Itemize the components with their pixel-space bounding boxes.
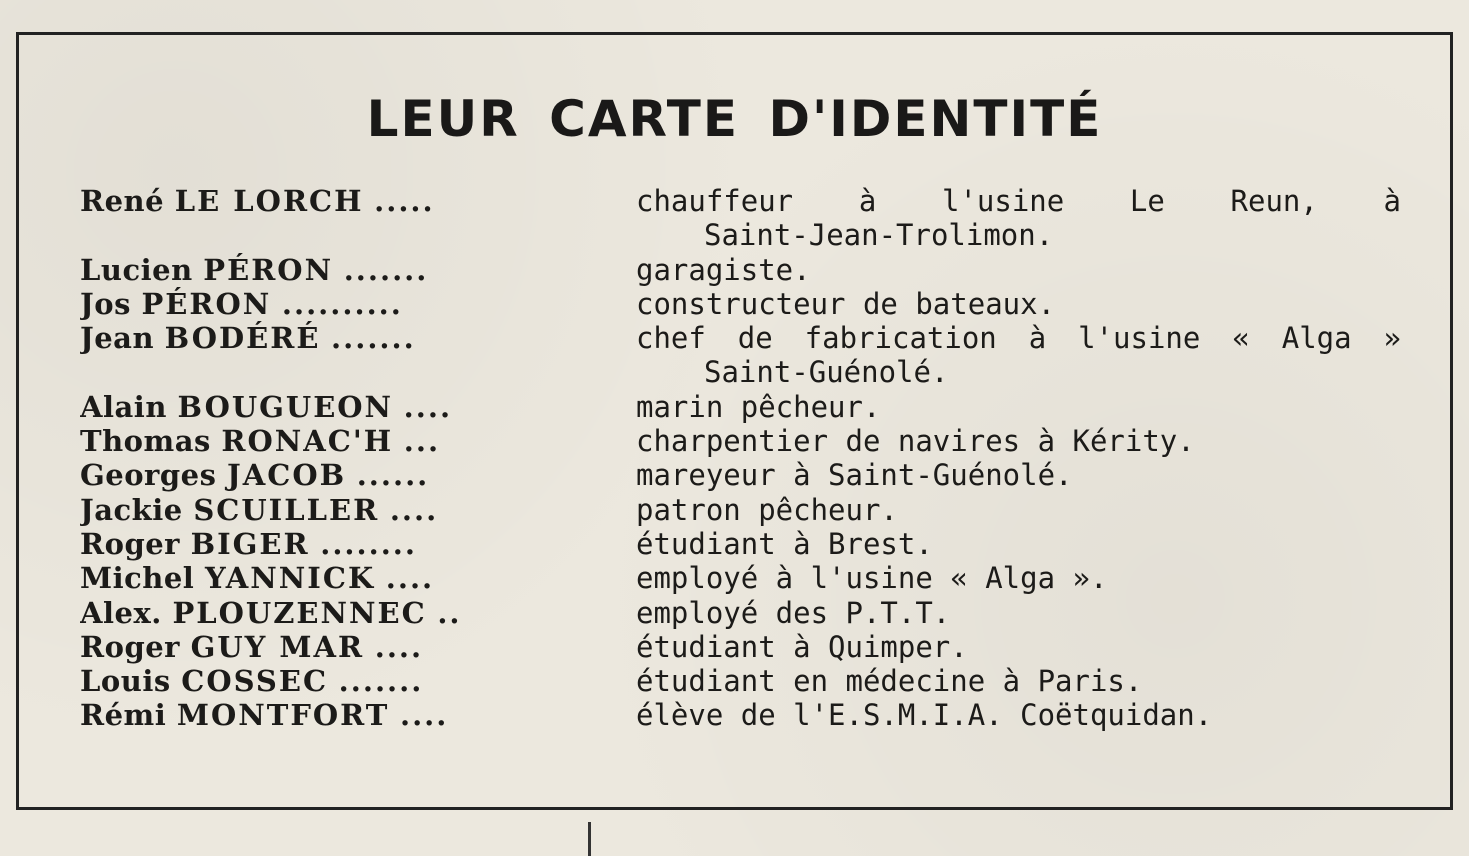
- person-name: [80, 424, 560, 458]
- first-name: Roger: [80, 526, 180, 561]
- first-name: Thomas: [80, 424, 211, 459]
- person-name: [80, 596, 560, 630]
- occupation-line: constructeur de bateaux.: [636, 286, 1056, 321]
- leader-dots: .......: [338, 664, 424, 699]
- occupation: [636, 630, 1401, 664]
- list-item: [0, 321, 1469, 390]
- first-name: Alain: [80, 389, 167, 424]
- list-item: [0, 390, 1469, 424]
- first-name: Louis: [80, 664, 171, 699]
- surname: LE LORCH: [174, 184, 364, 218]
- surname: BODÉRÉ: [164, 321, 321, 356]
- person-name: [80, 253, 560, 287]
- person-name: [80, 630, 560, 664]
- surname: JACOB: [227, 458, 347, 493]
- occupation-line: charpentier de navires à Kérity.: [636, 424, 1195, 459]
- first-name: Alex.: [80, 595, 162, 630]
- occupation-line: étudiant à Quimper.: [636, 629, 968, 664]
- occupation-line: étudiant en médecine à Paris.: [636, 664, 1143, 699]
- leader-dots: ......: [356, 458, 430, 493]
- occupation: [636, 287, 1401, 321]
- identity-list: [0, 184, 1469, 733]
- occupation-line: employé des P.T.T.: [636, 595, 951, 630]
- occupation-line: patron pêcheur.: [636, 492, 898, 527]
- first-name: Lucien: [80, 252, 193, 287]
- leader-dots: ....: [385, 561, 435, 596]
- surname: SCUILLER: [193, 492, 380, 527]
- occupation-line: étudiant à Brest.: [636, 526, 933, 561]
- person-name: [80, 664, 560, 698]
- occupation: [636, 596, 1401, 630]
- list-item: [0, 458, 1469, 492]
- first-name: Rémi: [80, 698, 167, 733]
- occupation-line: mareyeur à Saint-Guénolé.: [636, 458, 1073, 493]
- occupation-continuation: Saint-Jean-Trolimon.: [704, 218, 1054, 253]
- surname: COSSEC: [181, 664, 329, 699]
- occupation-line: marin pêcheur.: [636, 389, 881, 424]
- occupation-line: élève de l'E.S.M.I.A. Coëtquidan.: [636, 698, 1213, 733]
- person-name: [80, 390, 560, 424]
- occupation: [636, 493, 1401, 527]
- leader-dots: ...: [403, 424, 441, 459]
- leader-dots: ....: [399, 698, 449, 733]
- list-item: [0, 493, 1469, 527]
- first-name: Roger: [80, 629, 180, 664]
- person-name: [80, 458, 560, 492]
- occupation: [636, 390, 1401, 424]
- leader-dots: ....: [374, 629, 424, 664]
- surname: PÉRON: [141, 286, 272, 321]
- person-name: [80, 493, 560, 527]
- person-name: [80, 184, 560, 218]
- list-item: [0, 287, 1469, 321]
- list-item: [0, 424, 1469, 458]
- leader-dots: ....: [403, 389, 453, 424]
- occupation: [636, 527, 1401, 561]
- surname: GUY MAR: [190, 629, 365, 664]
- first-name: René: [80, 184, 165, 218]
- surname: BIGER: [190, 526, 310, 561]
- occupation: [636, 561, 1401, 595]
- person-name: [80, 698, 560, 732]
- leader-dots: ....: [389, 492, 439, 527]
- occupation-line: chauffeur à l'usine Le Reun, à: [636, 184, 1401, 218]
- article-title: LEUR CARTE D'IDENTITÉ: [366, 90, 1103, 148]
- occupation: [636, 664, 1401, 698]
- occupation-continuation: Saint-Guénolé.: [704, 355, 949, 390]
- leader-dots: .......: [343, 252, 429, 287]
- first-name: Jos: [80, 286, 131, 321]
- leader-dots: ........: [320, 526, 418, 561]
- list-item: [0, 184, 1469, 253]
- surname: PÉRON: [203, 252, 334, 287]
- leader-dots: .......: [331, 321, 416, 356]
- person-name: [80, 321, 560, 355]
- leader-dots: .....: [374, 184, 435, 218]
- person-name: [80, 287, 560, 321]
- occupation-line: employé à l'usine « Alga ».: [636, 561, 1108, 596]
- person-name: [80, 561, 560, 595]
- surname: RONAC'H: [221, 424, 394, 459]
- surname: BOUGUEON: [177, 389, 394, 424]
- person-name: [80, 527, 560, 561]
- list-item: [0, 630, 1469, 664]
- list-item: [0, 698, 1469, 732]
- first-name: Jean: [80, 321, 155, 356]
- surname: MONTFORT: [176, 698, 390, 733]
- list-item: [0, 527, 1469, 561]
- occupation: [636, 184, 1401, 253]
- occupation: [636, 321, 1401, 390]
- list-item: [0, 596, 1469, 630]
- occupation-line: garagiste.: [636, 252, 811, 287]
- occupation-line: chef de fabrication à l'usine « Alga »: [636, 321, 1401, 356]
- first-name: Georges: [80, 458, 217, 493]
- occupation: [636, 698, 1401, 732]
- occupation: [636, 424, 1401, 458]
- list-item: [0, 253, 1469, 287]
- surname: YANNICK: [204, 561, 376, 596]
- occupation: [636, 458, 1401, 492]
- list-item: [0, 664, 1469, 698]
- list-item: [0, 561, 1469, 595]
- surname: PLOUZENNEC: [172, 595, 427, 630]
- first-name: Jackie: [80, 492, 183, 527]
- occupation: [636, 253, 1401, 287]
- first-name: Michel: [80, 561, 195, 596]
- leader-dots: ..: [437, 595, 462, 630]
- column-rule-mark: [588, 822, 591, 856]
- leader-dots: ..........: [281, 286, 403, 321]
